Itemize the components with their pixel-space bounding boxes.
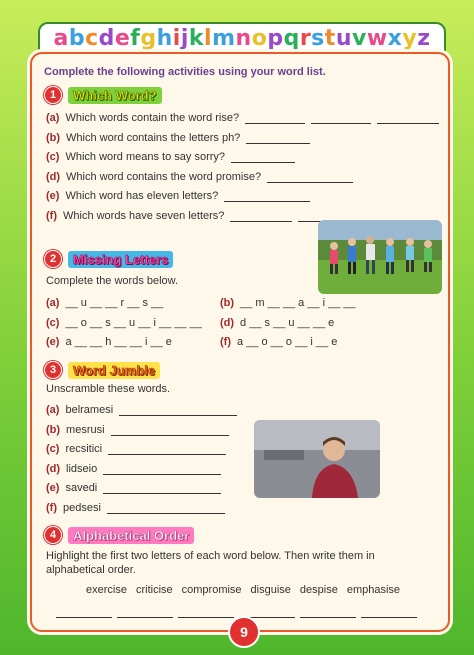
alpha-intro-line-1: Highlight the first two letters of each word below. Then write them in <box>46 550 375 562</box>
item-text: __ o __ s __ u __ i __ __ __ <box>65 316 202 329</box>
item-label: (d) <box>46 462 61 475</box>
item-text: __ u __ __ r __ s __ <box>65 297 164 309</box>
answer-blank[interactable] <box>111 425 229 436</box>
item-label: (c) <box>46 443 60 455</box>
alphabet-letter: u <box>335 26 352 51</box>
answer-blank[interactable] <box>311 113 371 124</box>
section-title: Alphabetical Order <box>68 527 194 544</box>
item-text: d __ s __ u __ __ e <box>240 316 335 329</box>
jumble-intro: Unscramble these words. <box>46 383 171 395</box>
section-which-word-header <box>44 86 162 104</box>
exercise-item <box>46 297 163 309</box>
alphabet-letter: c <box>85 26 99 51</box>
item-text: Which words contain the word rise? <box>65 112 240 124</box>
alphabet-letter: h <box>156 26 173 51</box>
answer-blank[interactable] <box>245 113 305 124</box>
item-text: Which word contains the letters ph? <box>66 131 241 144</box>
item-text: Which word has eleven letters? <box>65 190 219 202</box>
worksheet-page <box>30 52 450 632</box>
item-text: a __ o __ o __ i __ e <box>237 336 338 348</box>
alphabet-letter: f <box>130 26 141 51</box>
alpha-word: despise <box>299 584 338 596</box>
alpha-word: compromise <box>181 584 242 596</box>
item-text: belramesi <box>65 404 114 416</box>
boy-portrait-photo <box>254 420 380 498</box>
item-label: (b) <box>46 131 61 144</box>
section-title: Which Word? <box>68 87 162 104</box>
item-label: (b) <box>220 297 235 309</box>
answer-blank[interactable] <box>103 464 221 475</box>
item-text: mesrusi <box>66 423 105 436</box>
answer-blank[interactable] <box>246 133 310 144</box>
alphabet-letter: d <box>98 26 115 51</box>
item-label: (f) <box>46 209 57 222</box>
item-text: recsitici <box>65 443 103 455</box>
item-label: (b) <box>46 423 61 436</box>
section-missing-letters-header <box>44 250 173 268</box>
alphabet-letter: k <box>188 26 205 51</box>
exercise-item <box>220 297 356 309</box>
exercise-item <box>46 502 225 514</box>
item-label: (d) <box>46 170 61 183</box>
alphabet-letter: n <box>235 26 252 51</box>
item-text: Which words have seven letters? <box>63 209 225 222</box>
alphabet-letter: l <box>204 26 213 51</box>
answer-blank[interactable] <box>361 607 417 618</box>
answer-blank[interactable] <box>178 607 234 618</box>
answer-blank[interactable] <box>107 503 225 514</box>
alpha-word: exercise <box>86 584 127 596</box>
exercise-item <box>46 482 221 494</box>
exercise-item <box>46 443 226 455</box>
answer-blank[interactable] <box>300 607 356 618</box>
section-number-badge: 1 <box>44 86 62 104</box>
item-text: pedsesi <box>63 501 101 514</box>
answer-blank[interactable] <box>231 152 295 163</box>
section-title: Word Jumble <box>68 362 160 379</box>
answer-blank[interactable] <box>230 211 292 222</box>
alpha-word: emphasise <box>346 584 401 596</box>
item-label: (a) <box>46 112 60 124</box>
answer-blank[interactable] <box>377 113 439 124</box>
alphabet-letter: b <box>68 26 86 51</box>
item-text: a __ __ h __ __ i __ e <box>65 336 172 348</box>
section-number-badge: 3 <box>44 361 62 379</box>
item-label: (a) <box>46 297 60 309</box>
item-label: (e) <box>46 482 60 494</box>
exercise-item <box>46 190 310 202</box>
alpha-intro-line-2: alphabetical order. <box>46 564 136 576</box>
item-label: (a) <box>46 404 60 416</box>
section-word-jumble-header <box>44 361 160 379</box>
alphabet-letter: w <box>366 26 388 51</box>
exercise-item <box>46 132 310 144</box>
section-number-badge: 2 <box>44 250 62 268</box>
exercise-item <box>46 463 221 475</box>
exercise-item <box>220 336 337 348</box>
alphabet-letter: t <box>324 26 336 51</box>
alphabet-letter: q <box>283 26 300 51</box>
answer-blank[interactable] <box>108 444 226 455</box>
answer-blank[interactable] <box>56 607 112 618</box>
alphabet-letter: o <box>251 26 268 51</box>
item-label: (d) <box>220 316 235 329</box>
missing-intro: Complete the words below. <box>46 275 179 287</box>
alpha-answer-blanks <box>56 606 417 618</box>
alphabet-letter: v <box>351 26 367 51</box>
item-text: lidseio <box>66 462 98 475</box>
alpha-word: disguise <box>250 584 291 596</box>
item-label: (c) <box>46 316 60 329</box>
alphabet-letter: g <box>140 26 157 51</box>
exercise-item <box>46 112 439 124</box>
item-text: __ m __ __ a __ i __ __ <box>240 297 356 309</box>
item-text: Which word contains the word promise? <box>66 170 262 183</box>
answer-blank[interactable] <box>224 191 310 202</box>
answer-blank[interactable] <box>119 405 237 416</box>
page-number: 9 <box>228 616 260 648</box>
exercise-item <box>46 404 237 416</box>
section-number-badge: 4 <box>44 526 62 544</box>
children-running-photo <box>318 220 442 294</box>
item-label: (c) <box>46 151 60 163</box>
answer-blank[interactable] <box>117 607 173 618</box>
item-text: savedi <box>65 482 98 494</box>
alphabet-letter: a <box>53 26 69 51</box>
exercise-item <box>46 317 202 329</box>
alpha-word-list <box>86 584 409 596</box>
alphabet-letter: j <box>180 26 189 51</box>
alphabet-letter: x <box>387 26 403 51</box>
alphabet-letter: i <box>172 26 181 51</box>
alphabet-letter: p <box>267 26 284 51</box>
alphabet-letter: y <box>402 26 418 51</box>
alpha-word: criticise <box>135 584 173 596</box>
alphabet-letter: r <box>299 26 312 51</box>
alphabet-letter: s <box>311 26 325 51</box>
answer-blank[interactable] <box>267 172 353 183</box>
exercise-item <box>46 336 172 348</box>
item-text: Which word means to say sorry? <box>65 151 226 163</box>
item-label: (e) <box>46 336 60 348</box>
exercise-item <box>220 317 334 329</box>
answer-blank[interactable] <box>103 483 221 494</box>
alphabet-letter: e <box>114 26 131 51</box>
item-label: (e) <box>46 190 60 202</box>
alphabet-letter: m <box>212 26 236 51</box>
exercise-item <box>46 151 295 163</box>
exercise-item <box>46 424 229 436</box>
instruction-text: Complete the following activities using your word list. <box>44 66 326 78</box>
item-label: (f) <box>46 501 57 514</box>
alphabet-banner <box>38 22 446 56</box>
item-label: (f) <box>220 336 231 348</box>
section-title: Missing Letters <box>68 251 173 268</box>
alphabet-letter: z <box>417 26 431 51</box>
section-alphabetical-order-header <box>44 526 194 544</box>
exercise-item <box>46 171 353 183</box>
